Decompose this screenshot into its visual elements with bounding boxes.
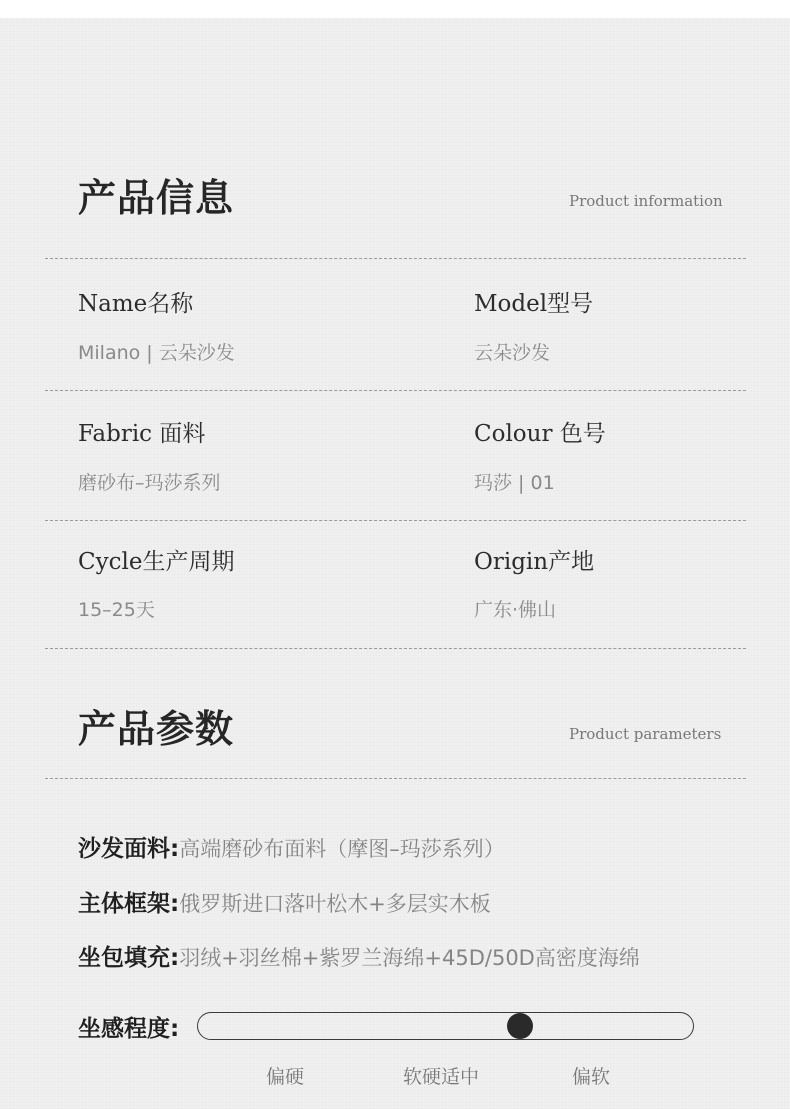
origin-value: 广东·佛山 <box>474 599 557 621</box>
divider <box>45 258 746 259</box>
divider <box>45 390 746 391</box>
model-value: 云朵沙发 <box>474 342 551 364</box>
product-info-title: 产品信息 <box>78 176 235 220</box>
param-value: 高端磨砂布面料（摩图–玛莎系列） <box>179 837 505 861</box>
colour-label: Colour 色号 <box>474 421 606 447</box>
cycle-value: 15–25天 <box>78 599 155 621</box>
fabric-label: Fabric 面料 <box>78 421 206 447</box>
param-label: 坐包填充: <box>78 945 180 971</box>
product-params-subtitle: Product parameters <box>569 725 722 743</box>
param-value: 羽绒+羽丝棉+紫罗兰海绵+45D/50D高密度海绵 <box>179 946 640 970</box>
scale-label-soft: 偏软 <box>571 1066 611 1088</box>
softness-label: 坐感程度: <box>78 1016 180 1042</box>
softness-slider[interactable] <box>197 1012 694 1040</box>
divider <box>45 520 746 521</box>
name-value: Milano | 云朵沙发 <box>78 342 235 364</box>
product-info-subtitle: Product information <box>569 192 723 210</box>
origin-label: Origin产地 <box>474 549 595 575</box>
cycle-label: Cycle生产周期 <box>78 549 235 575</box>
param-label: 沙发面料: <box>78 836 180 862</box>
name-label: Name名称 <box>78 291 194 317</box>
param-value: 俄罗斯进口落叶松木+多层实木板 <box>179 892 491 916</box>
param-label: 主体框架: <box>78 891 180 917</box>
slider-knob[interactable] <box>507 1013 533 1039</box>
fabric-value: 磨砂布–玛莎系列 <box>78 472 221 494</box>
param-row-frame <box>78 885 491 918</box>
scale-label-hard: 偏硬 <box>265 1066 305 1088</box>
divider <box>45 648 746 649</box>
param-row-filling <box>78 939 640 972</box>
model-label: Model型号 <box>474 291 594 317</box>
product-params-title: 产品参数 <box>78 707 235 751</box>
colour-value: 玛莎 | 01 <box>474 472 555 494</box>
param-row-fabric <box>78 830 505 863</box>
scale-label-medium: 软硬适中 <box>402 1066 480 1088</box>
divider <box>45 778 746 779</box>
